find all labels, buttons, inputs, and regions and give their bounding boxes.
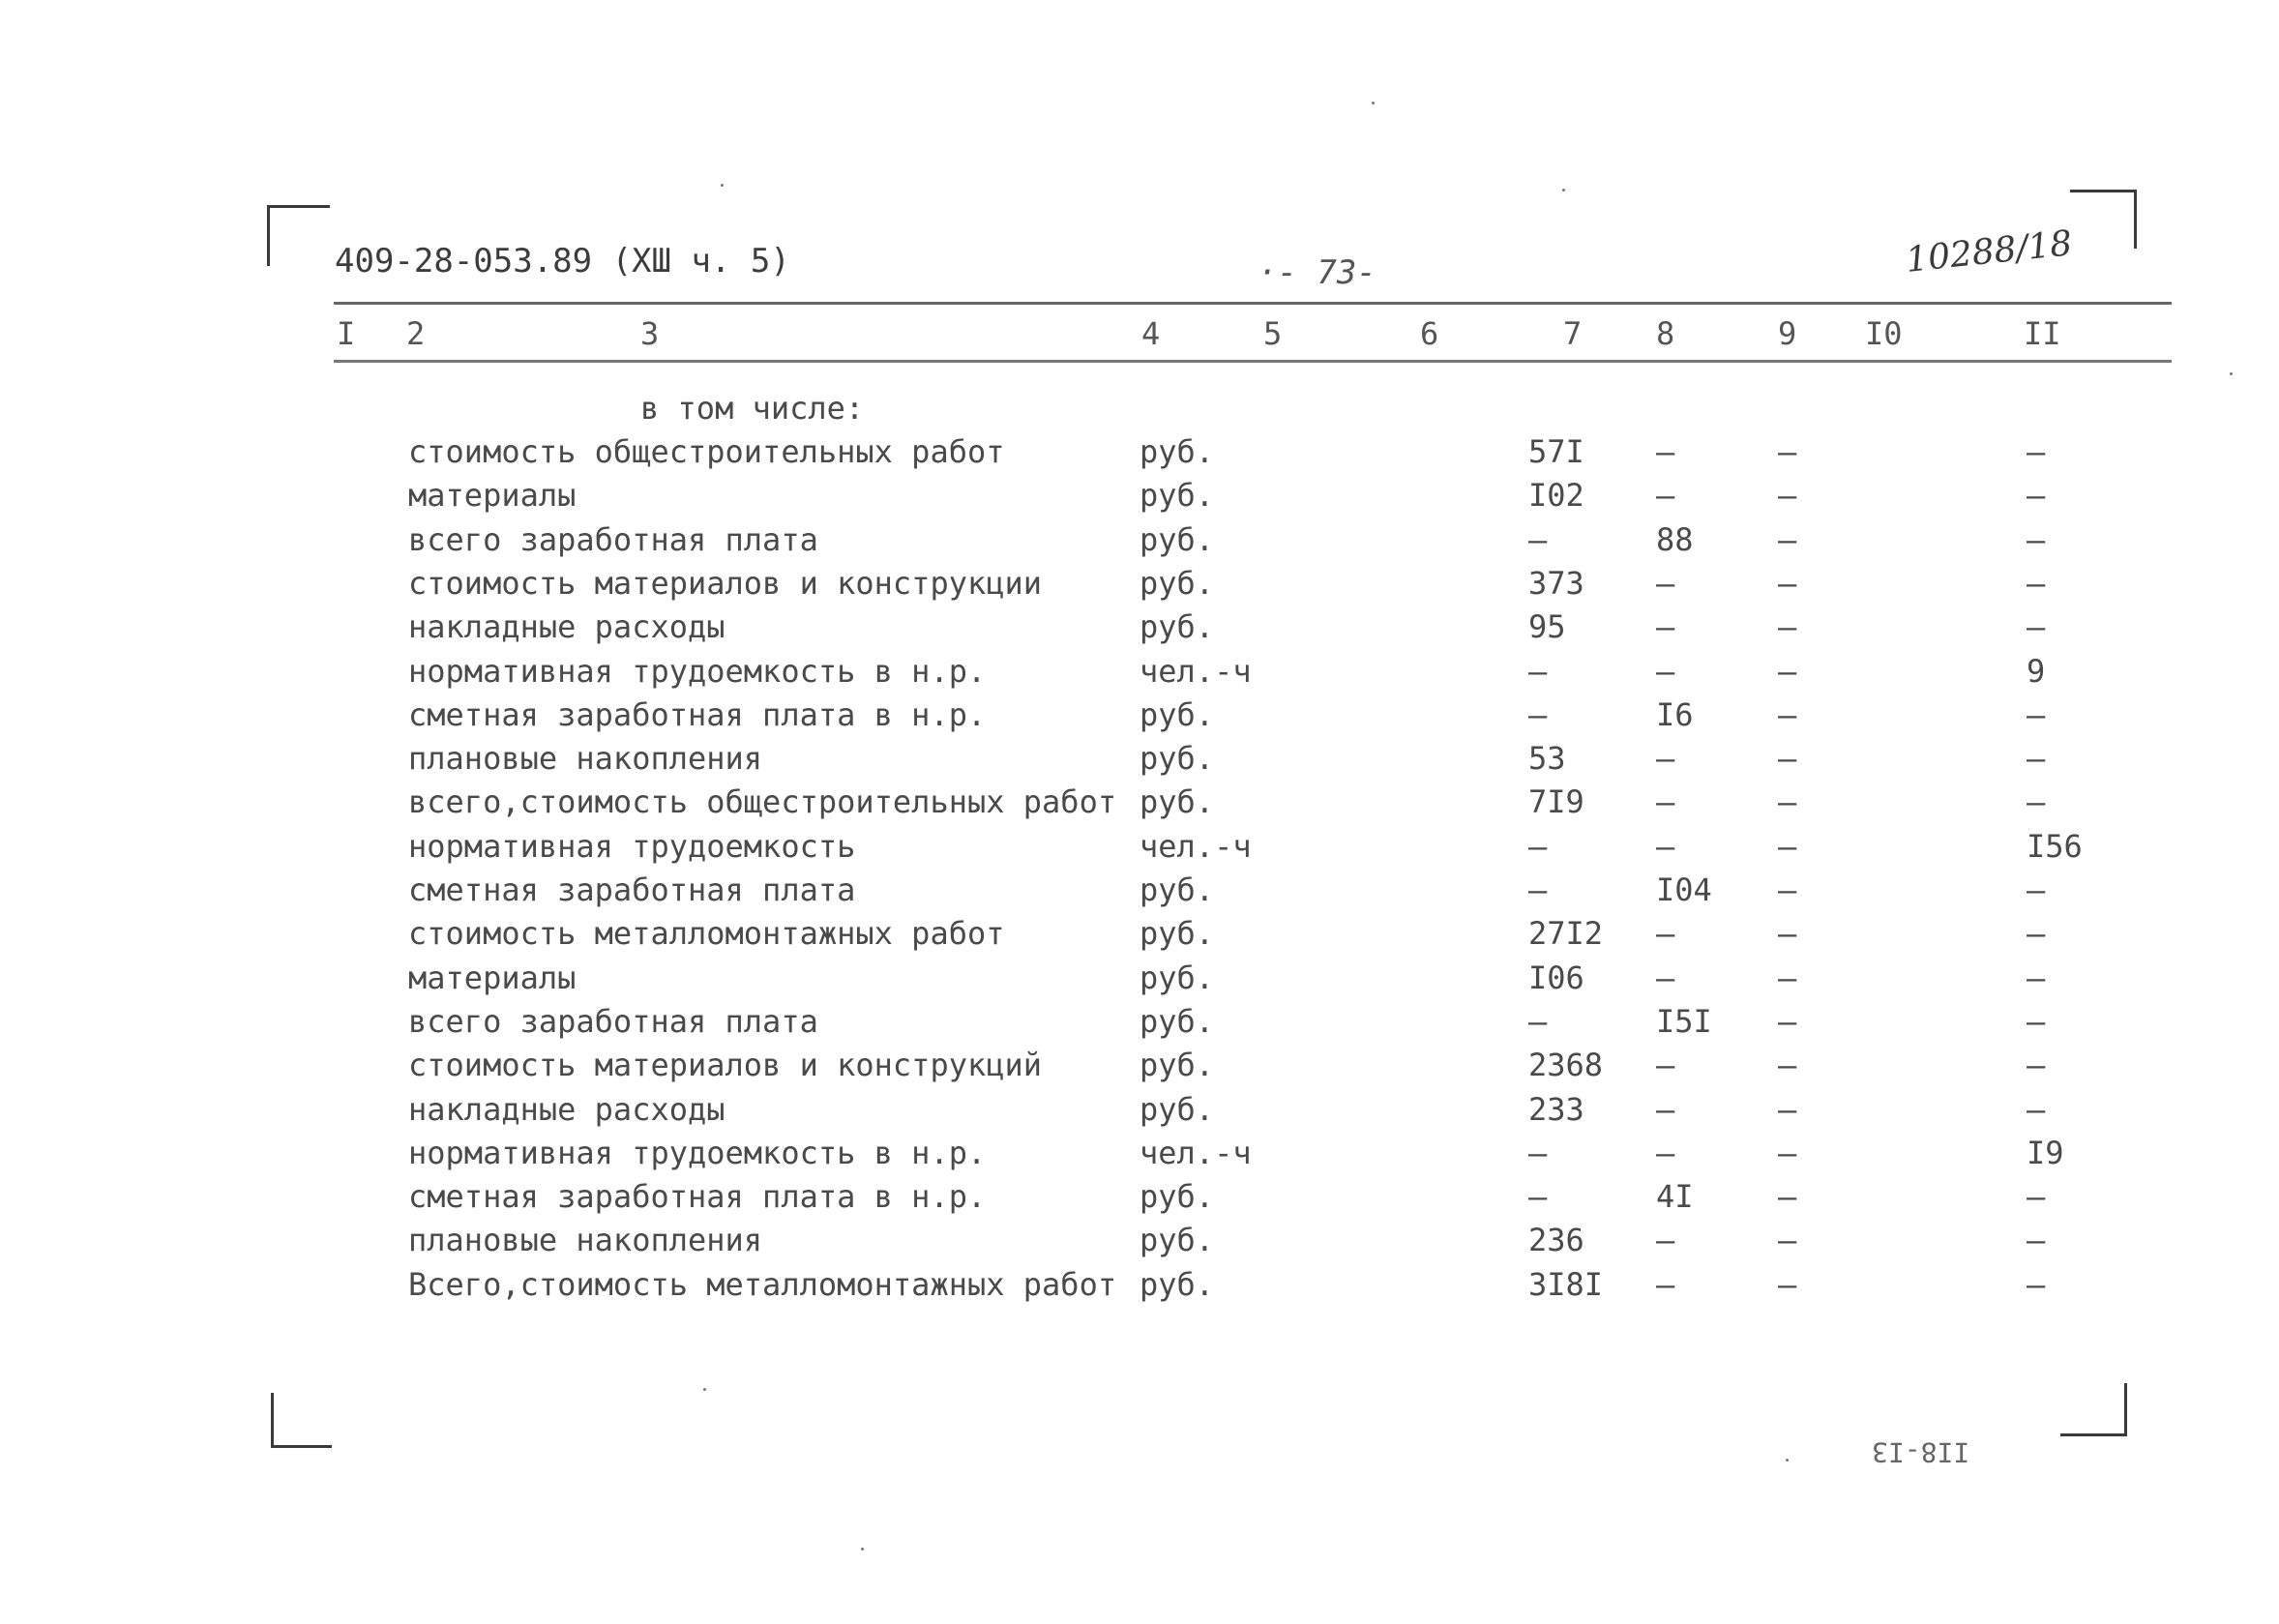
col11-value: –: [2027, 871, 2046, 908]
col8-value: –: [1656, 959, 1675, 996]
column-number: 7: [1563, 315, 1583, 352]
col9-value: –: [1778, 959, 1797, 996]
footer-stamp: II8-I3: [1872, 1436, 1970, 1468]
col11-value: I56: [2027, 827, 2083, 865]
col9-value: –: [1778, 871, 1797, 908]
col9-value: –: [1778, 477, 1797, 515]
unit-cell: руб.: [1140, 608, 1215, 646]
scan-speck: [861, 1548, 864, 1550]
item-name: плановые накопления: [408, 1222, 763, 1259]
unit-cell: руб.: [1140, 564, 1215, 602]
col7-value: 27I2: [1528, 915, 1604, 953]
col7-value: 233: [1528, 1090, 1584, 1128]
col11-value: 9: [2027, 652, 2046, 690]
col11-value: –: [2027, 520, 2046, 558]
column-number: I0: [1865, 315, 1903, 352]
unit-cell: руб.: [1140, 1178, 1215, 1216]
col7-value: 7I9: [1528, 783, 1584, 821]
item-name: стоимость металломонтажных работ: [408, 915, 1005, 953]
table-row: [0, 474, 2279, 517]
table-row: [0, 781, 2279, 824]
item-name: стоимость материалов и конструкций: [408, 1047, 1043, 1084]
col8-value: –: [1656, 915, 1675, 953]
scan-speck: [2230, 372, 2233, 375]
col11-value: –: [2027, 433, 2046, 470]
col11-value: –: [2027, 1002, 2046, 1040]
table-row: [0, 737, 2279, 781]
table-row: [0, 694, 2279, 737]
col8-value: –: [1656, 564, 1675, 602]
col9-value: –: [1778, 1222, 1797, 1259]
unit-cell: руб.: [1140, 915, 1215, 953]
unit-cell: руб.: [1140, 1002, 1215, 1040]
column-number: 8: [1656, 315, 1675, 352]
corner-bracket-top-left: [267, 205, 330, 266]
col9-value: –: [1778, 915, 1797, 953]
column-number: II: [2024, 315, 2061, 352]
col7-value: –: [1528, 520, 1548, 558]
item-name: всего,стоимость общестроительных работ: [408, 783, 1117, 821]
col7-value: 236: [1528, 1222, 1584, 1259]
col7-value: –: [1528, 871, 1548, 908]
unit-cell: руб.: [1140, 1090, 1215, 1128]
col7-value: –: [1528, 1002, 1548, 1040]
unit-cell: руб.: [1140, 1222, 1215, 1259]
col8-value: –: [1656, 1090, 1675, 1128]
col8-value: –: [1656, 477, 1675, 515]
table-row: [0, 562, 2279, 605]
col8-value: –: [1656, 1134, 1675, 1171]
table-row: [0, 1263, 2279, 1307]
col7-value: 95: [1528, 608, 1566, 646]
col7-value: –: [1528, 1134, 1548, 1171]
corner-bracket-top-right: [2070, 190, 2137, 249]
unit-cell: руб.: [1140, 1047, 1215, 1084]
col9-value: –: [1778, 740, 1797, 778]
col7-value: –: [1528, 695, 1548, 733]
column-number: 2: [406, 315, 426, 352]
unit-cell: руб.: [1140, 433, 1215, 470]
col7-value: I06: [1528, 959, 1584, 996]
col9-value: –: [1778, 695, 1797, 733]
table-row: [0, 605, 2279, 649]
item-name: стоимость общестроительных работ: [408, 433, 1005, 470]
item-name: нормативная трудоемкость: [408, 827, 856, 865]
item-name: накладные расходы: [408, 1090, 725, 1128]
table-row: [0, 1088, 2279, 1132]
col8-value: –: [1656, 608, 1675, 646]
column-number: 4: [1141, 315, 1161, 352]
col8-value: 88: [1656, 520, 1694, 558]
col11-value: I9: [2027, 1134, 2064, 1171]
col11-value: –: [2027, 783, 2046, 821]
unit-cell: руб.: [1140, 695, 1215, 733]
col8-value: –: [1656, 783, 1675, 821]
scan-speck: [721, 184, 724, 187]
col8-value: –: [1656, 433, 1675, 470]
col11-value: –: [2027, 740, 2046, 778]
col9-value: –: [1778, 433, 1797, 470]
corner-bracket-bottom-left: [271, 1393, 332, 1448]
column-number: 6: [1420, 315, 1439, 352]
item-name: стоимость материалов и конструкции: [408, 564, 1043, 602]
col9-value: –: [1778, 783, 1797, 821]
unit-cell: руб.: [1140, 783, 1215, 821]
header-rule-top: [334, 302, 2172, 305]
col11-value: –: [2027, 564, 2046, 602]
item-name: нормативная трудоемкость в н.р.: [408, 652, 987, 690]
table-row: [0, 869, 2279, 912]
col7-value: 53: [1528, 740, 1566, 778]
table-row: [0, 430, 2279, 474]
item-name: всего заработная плата: [408, 1002, 818, 1040]
col7-value: I02: [1528, 477, 1584, 515]
table-row: [0, 1044, 2279, 1087]
col9-value: –: [1778, 1002, 1797, 1040]
table-row: [0, 912, 2279, 956]
col8-value: I04: [1656, 871, 1712, 908]
col7-value: 373: [1528, 564, 1584, 602]
item-name: Всего,стоимость металломонтажных работ: [408, 1265, 1117, 1303]
item-name: накладные расходы: [408, 608, 725, 646]
unit-cell: руб.: [1140, 959, 1215, 996]
unit-cell: руб.: [1140, 871, 1215, 908]
column-number: 5: [1263, 315, 1283, 352]
col8-value: 4I: [1656, 1178, 1694, 1216]
col8-value: –: [1656, 827, 1675, 865]
column-number: I: [337, 315, 356, 352]
col9-value: –: [1778, 1178, 1797, 1216]
col9-value: –: [1778, 827, 1797, 865]
table-row: [0, 1000, 2279, 1044]
table-row: [0, 825, 2279, 869]
col9-value: –: [1778, 520, 1797, 558]
table-row: [0, 957, 2279, 1000]
unit-cell: руб.: [1140, 520, 1215, 558]
table-row: [0, 518, 2279, 562]
col9-value: –: [1778, 1134, 1797, 1171]
item-name: плановые накопления: [408, 740, 763, 778]
col11-value: –: [2027, 1047, 2046, 1084]
unit-cell: руб.: [1140, 1265, 1215, 1303]
column-number: 3: [640, 315, 660, 352]
col7-value: –: [1528, 652, 1548, 690]
table-row: [0, 1175, 2279, 1219]
unit-cell: чел.-ч: [1140, 1134, 1252, 1171]
document-code: 409-28-053.89 (ХШ ч. 5): [335, 242, 790, 281]
page-number: ·- 73-: [1258, 253, 1376, 292]
item-name: материалы: [408, 959, 577, 996]
table-row: [0, 1219, 2279, 1262]
col8-value: I6: [1656, 695, 1694, 733]
item-name: всего заработная плата: [408, 520, 818, 558]
corner-bracket-bottom-right: [2060, 1383, 2127, 1436]
item-name: материалы: [408, 477, 577, 515]
col9-value: –: [1778, 564, 1797, 602]
col9-value: –: [1778, 1047, 1797, 1084]
col11-value: –: [2027, 959, 2046, 996]
col7-value: 2368: [1528, 1047, 1604, 1084]
item-name: сметная заработная плата в н.р.: [408, 1178, 987, 1216]
scan-speck: [703, 1388, 706, 1391]
col8-value: –: [1656, 652, 1675, 690]
col9-value: –: [1778, 1265, 1797, 1303]
unit-cell: чел.-ч: [1140, 827, 1252, 865]
header-rule-bottom: [334, 360, 2172, 363]
col9-value: –: [1778, 652, 1797, 690]
col11-value: –: [2027, 915, 2046, 953]
unit-cell: руб.: [1140, 477, 1215, 515]
column-number: 9: [1778, 315, 1797, 352]
col7-value: 3I8I: [1528, 1265, 1604, 1303]
subheading: в том числе:: [640, 390, 865, 427]
col11-value: –: [2027, 1090, 2046, 1128]
col7-value: –: [1528, 1178, 1548, 1216]
col9-value: –: [1778, 1090, 1797, 1128]
col11-value: –: [2027, 608, 2046, 646]
unit-cell: руб.: [1140, 740, 1215, 778]
table-row: [0, 1132, 2279, 1175]
scan-speck: [1786, 1459, 1789, 1462]
item-name: сметная заработная плата в н.р.: [408, 695, 987, 733]
col8-value: –: [1656, 1047, 1675, 1084]
table-row: [0, 650, 2279, 694]
col8-value: –: [1656, 1222, 1675, 1259]
col11-value: –: [2027, 477, 2046, 515]
col8-value: –: [1656, 1265, 1675, 1303]
unit-cell: чел.-ч: [1140, 652, 1252, 690]
item-name: нормативная трудоемкость в н.р.: [408, 1134, 987, 1171]
col11-value: –: [2027, 1265, 2046, 1303]
scan-speck: [1562, 189, 1565, 192]
col9-value: –: [1778, 608, 1797, 646]
scan-speck: [1372, 102, 1375, 104]
inventory-number: 10288/18: [1904, 223, 2075, 281]
col11-value: –: [2027, 1222, 2046, 1259]
col8-value: I5I: [1656, 1002, 1712, 1040]
item-name: сметная заработная плата: [408, 871, 856, 908]
col11-value: –: [2027, 695, 2046, 733]
col7-value: 57I: [1528, 433, 1584, 470]
col7-value: –: [1528, 827, 1548, 865]
col11-value: –: [2027, 1178, 2046, 1216]
col8-value: –: [1656, 740, 1675, 778]
